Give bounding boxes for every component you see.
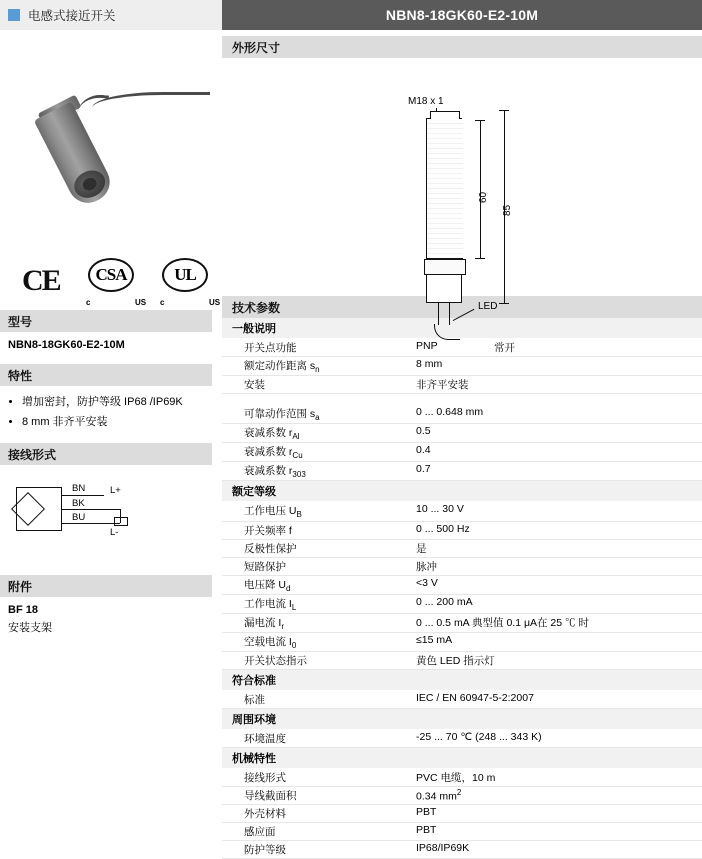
spec-key: 外壳材料 bbox=[244, 807, 286, 820]
spec-value: 0 ... 0.5 mA 典型值 0.1 μA在 25 ℃ 时 bbox=[416, 616, 589, 629]
spec-key-text: 空载电流 I bbox=[244, 635, 292, 648]
wiring-label-bn: BN bbox=[72, 483, 86, 494]
table-row bbox=[222, 424, 702, 443]
table-row bbox=[222, 652, 702, 670]
spec-key-text: 电压降 U bbox=[244, 578, 286, 591]
spec-key-sub: 303 bbox=[292, 470, 306, 480]
product-photo bbox=[0, 30, 221, 310]
ul-sub-us: US bbox=[209, 298, 221, 307]
spec-key: 防护等级 bbox=[244, 843, 286, 856]
ul-mark-icon bbox=[160, 258, 222, 307]
wiring-label-bk: BK bbox=[72, 498, 85, 509]
ul-sub-c: c bbox=[160, 298, 165, 307]
spec-key bbox=[222, 424, 412, 442]
left-column bbox=[0, 30, 221, 648]
spec-value: 0 ... 0.648 mm bbox=[416, 406, 484, 419]
spec-key bbox=[222, 633, 412, 651]
spec-value: 0.4 bbox=[416, 444, 431, 457]
spec-value: 黄色 LED 指示灯 bbox=[416, 654, 495, 667]
spec-key-text: 工作电流 I bbox=[244, 597, 292, 610]
spec-key-text: 工作电压 U bbox=[244, 505, 297, 518]
spec-group-title: 符合标准 bbox=[222, 670, 702, 691]
wiring-label-bu: BU bbox=[72, 512, 86, 523]
accessory-desc: 安装支架 bbox=[8, 622, 52, 634]
spec-value: PVC 电缆，10 m bbox=[416, 771, 496, 784]
spec-value: 非齐平安装 bbox=[416, 379, 469, 392]
header-category bbox=[0, 0, 212, 30]
wiring-label-lminus: L- bbox=[110, 527, 119, 538]
list-item: • 增加密封，防护等级 IP68 /IP69K bbox=[22, 393, 204, 409]
photo-cable-bend bbox=[77, 92, 109, 117]
photo-sensor-face bbox=[70, 165, 110, 203]
approval-marks bbox=[14, 258, 221, 307]
table-row bbox=[222, 576, 702, 595]
table-row bbox=[222, 339, 702, 357]
spec-key-text: 漏电流 I bbox=[244, 616, 282, 629]
dim-tick-60-top bbox=[475, 120, 485, 121]
spec-table bbox=[222, 318, 702, 859]
spec-group-title: 一般说明 bbox=[222, 318, 702, 339]
spec-key-text: 衰减系数 r bbox=[244, 446, 293, 459]
spec-key bbox=[222, 576, 412, 594]
dim-tick-60-bottom bbox=[475, 258, 485, 259]
brand-square-icon bbox=[8, 9, 20, 21]
accessory-section bbox=[0, 597, 212, 648]
spec-value: <3 V bbox=[416, 576, 438, 589]
spec-key bbox=[222, 405, 412, 423]
spec-value: 0.7 bbox=[416, 463, 431, 476]
model-section bbox=[0, 332, 212, 364]
spec-key: 标准 bbox=[244, 693, 265, 706]
spec-value bbox=[412, 339, 702, 356]
table-row bbox=[222, 595, 702, 614]
spec-value bbox=[412, 787, 702, 804]
spec-group-title: 额定等级 bbox=[222, 481, 702, 502]
spec-key bbox=[222, 462, 412, 480]
spec-value bbox=[412, 394, 702, 405]
spec-value: 8 mm bbox=[416, 358, 443, 370]
spec-key bbox=[222, 614, 412, 632]
wiring-lead-bn bbox=[62, 495, 104, 496]
csa-text: CSA bbox=[95, 265, 127, 284]
right-column bbox=[222, 36, 702, 859]
spec-value: 0.5 bbox=[416, 425, 431, 438]
wiring-diagram bbox=[0, 465, 212, 575]
table-row bbox=[222, 558, 702, 576]
spec-key: 接线形式 bbox=[244, 771, 286, 784]
ul-oval bbox=[162, 258, 208, 292]
spec-key-sub: n bbox=[315, 365, 320, 375]
csa-sub-c: c bbox=[86, 298, 91, 307]
spec-key: 反极性保护 bbox=[244, 542, 297, 555]
spec-value: 是 bbox=[416, 542, 427, 555]
spec-key bbox=[222, 443, 412, 461]
table-row bbox=[222, 787, 702, 805]
spec-group-title: 机械特性 bbox=[222, 748, 702, 769]
spec-key: 安装 bbox=[244, 379, 265, 392]
table-row bbox=[222, 522, 702, 540]
spec-key-text: 衰减系数 r bbox=[244, 427, 293, 440]
section-bar-specs: 技术参数 bbox=[222, 296, 702, 318]
spec-value: IEC / EN 60947-5-2:2007 bbox=[416, 691, 534, 704]
spec-value: ≤15 mA bbox=[416, 633, 453, 646]
spec-key-text: 额定动作距离 s bbox=[244, 360, 316, 372]
device-nut bbox=[424, 259, 466, 275]
table-row bbox=[222, 805, 702, 823]
section-bar-accessory: 附件 bbox=[0, 575, 212, 597]
table-row bbox=[222, 443, 702, 462]
wiring-load-symbol bbox=[114, 517, 128, 526]
spec-key-sub: Al bbox=[292, 432, 300, 442]
spec-key bbox=[222, 394, 412, 405]
spec-key-sub: Cu bbox=[292, 451, 303, 461]
spec-value: 0 ... 500 Hz bbox=[416, 522, 470, 535]
table-row bbox=[222, 633, 702, 652]
table-row-spacer bbox=[222, 394, 702, 405]
photo-sensor-body bbox=[34, 102, 117, 210]
spec-key-sub: B bbox=[296, 510, 302, 520]
table-row bbox=[222, 823, 702, 841]
dim-tick-85-bottom bbox=[499, 303, 509, 304]
header-model-title: NBN8-18GK60-E2-10M bbox=[222, 0, 702, 30]
spec-value: 10 ... 30 V bbox=[416, 503, 464, 516]
wiring-lead-bk bbox=[62, 509, 120, 510]
led-label: LED bbox=[478, 301, 498, 312]
spec-value: PBT bbox=[416, 805, 437, 818]
thread-label: M18 x 1 bbox=[408, 96, 444, 107]
spec-key: 导线截面积 bbox=[244, 789, 297, 802]
table-row bbox=[222, 614, 702, 633]
table-row bbox=[222, 540, 702, 558]
spec-value-sup: 2 bbox=[456, 787, 462, 797]
spec-key bbox=[222, 502, 412, 520]
spec-key: 开关点功能 bbox=[244, 342, 297, 354]
spec-value-a: PNP bbox=[416, 340, 438, 352]
spec-key-sub: a bbox=[315, 413, 320, 423]
list-item: • 8 mm 非齐平安装 bbox=[22, 413, 204, 429]
spec-key-sub: d bbox=[286, 583, 291, 593]
spec-value-b: 常开 bbox=[494, 342, 515, 354]
table-row bbox=[222, 769, 702, 787]
table-row bbox=[222, 462, 702, 481]
table-row bbox=[222, 730, 702, 748]
dim-tick-85-top bbox=[499, 110, 509, 111]
spec-key-sub: L bbox=[291, 602, 297, 612]
spec-key bbox=[222, 357, 412, 375]
spec-key-text: 衰减系数 r bbox=[244, 465, 293, 478]
dim-line-60 bbox=[480, 120, 481, 258]
spec-value-text: 0.34 mm bbox=[416, 790, 457, 803]
spec-value: 0 ... 200 mA bbox=[416, 595, 473, 608]
wiring-sensor-box bbox=[16, 487, 62, 531]
spec-key: 短路保护 bbox=[244, 560, 286, 573]
table-row bbox=[222, 405, 702, 424]
spec-value: IP68/IP69K bbox=[416, 841, 470, 854]
page-header bbox=[0, 0, 702, 30]
features-section bbox=[0, 386, 212, 443]
table-row bbox=[222, 376, 702, 394]
spec-value: 脉冲 bbox=[416, 560, 437, 573]
accessory-code: BF 18 bbox=[8, 604, 38, 616]
category-label: 电感式接近开关 bbox=[28, 9, 116, 23]
spec-value: -25 ... 70 ℃ (248 ... 343 K) bbox=[416, 730, 542, 743]
spec-key: 开关频率 f bbox=[244, 524, 292, 537]
device-outline bbox=[426, 118, 462, 303]
table-row bbox=[222, 691, 702, 709]
table-row bbox=[222, 502, 702, 521]
spec-key: 感应面 bbox=[244, 825, 276, 838]
dim-text-85: 85 bbox=[502, 204, 513, 216]
photo-cable bbox=[92, 92, 210, 108]
wiring-label-lplus: L+ bbox=[110, 485, 121, 496]
spec-key: 开关状态指示 bbox=[244, 654, 307, 667]
device-thread-body bbox=[427, 119, 463, 259]
section-bar-wiring: 接线形式 bbox=[0, 443, 212, 465]
table-row bbox=[222, 357, 702, 376]
spec-value: PBT bbox=[416, 823, 437, 836]
csa-oval bbox=[88, 258, 134, 292]
ce-mark-icon: CE bbox=[22, 264, 60, 297]
dim-text-60: 60 bbox=[478, 191, 489, 203]
spec-group-title: 周围环境 bbox=[222, 709, 702, 730]
csa-mark-icon bbox=[86, 258, 148, 307]
wiring-lead-bu bbox=[62, 523, 104, 524]
spec-key-sub: r bbox=[281, 621, 285, 631]
features-list bbox=[8, 393, 204, 429]
spec-key: 环境温度 bbox=[244, 732, 286, 745]
csa-sub-us: US bbox=[135, 298, 147, 307]
spec-key-sub: 0 bbox=[291, 640, 297, 650]
spec-key-text: 可靠动作范围 s bbox=[244, 408, 316, 421]
table-row bbox=[222, 841, 702, 859]
wiring-sensor-symbol bbox=[11, 492, 45, 526]
section-bar-model: 型号 bbox=[0, 310, 212, 332]
device-cap bbox=[430, 111, 460, 119]
device-cable-outlet bbox=[438, 303, 450, 325]
section-bar-dimensions: 外形尺寸 bbox=[222, 36, 702, 58]
section-bar-features: 特性 bbox=[0, 364, 212, 386]
model-value: NBN8-18GK60-E2-10M bbox=[8, 339, 125, 351]
spec-key bbox=[222, 595, 412, 613]
ul-text: UL bbox=[174, 265, 196, 284]
